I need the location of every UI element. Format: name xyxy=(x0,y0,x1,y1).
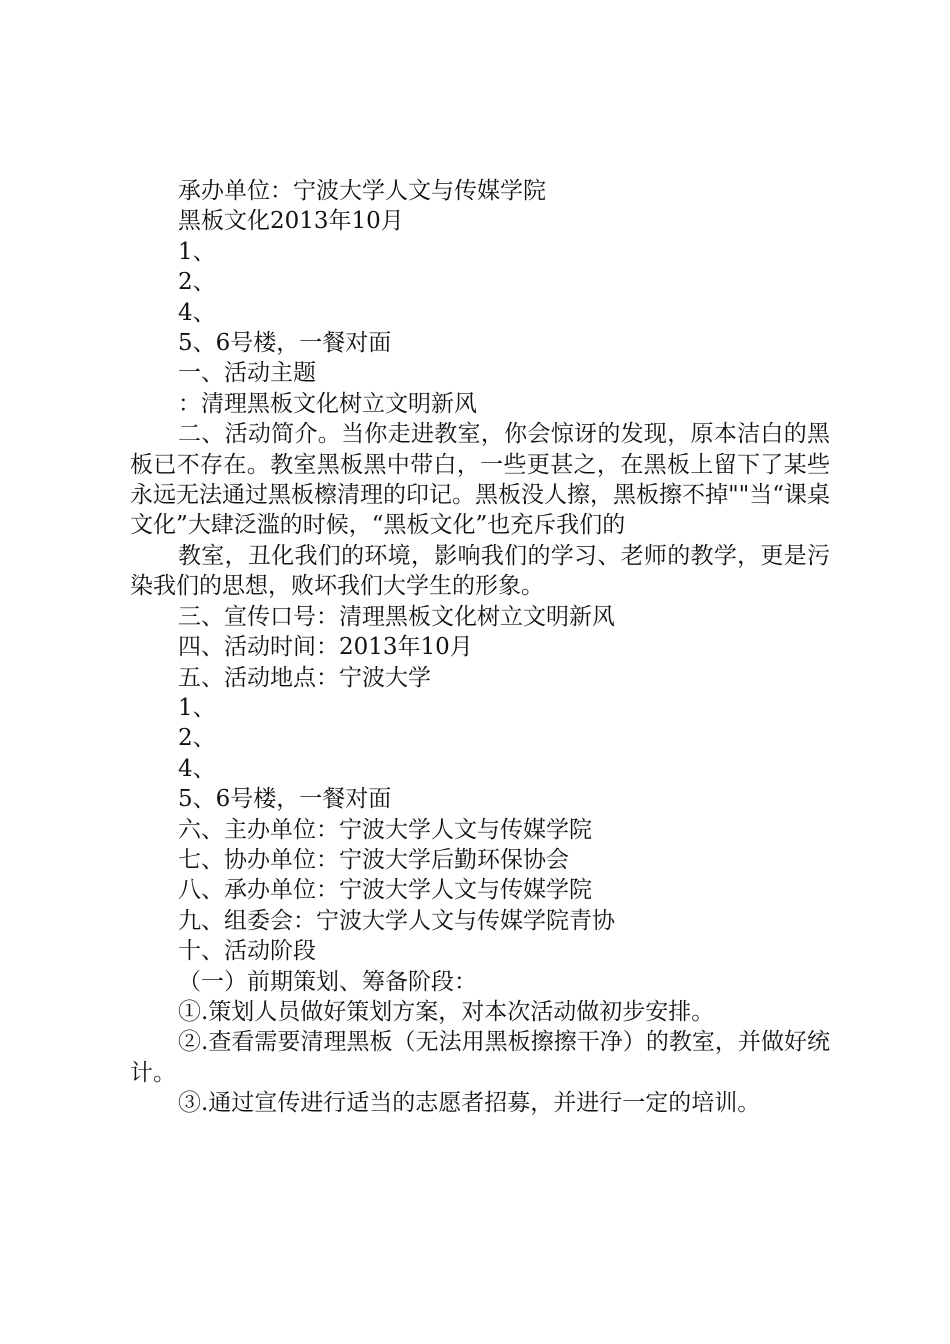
list-item: 2、 xyxy=(178,725,216,752)
stage-step-3: ③.通过宣传进行适当的志愿者招募，并进行一定的培训。 xyxy=(178,1090,761,1117)
co-host-line: 七、协办单位：宁波大学后勤环保协会 xyxy=(178,846,569,873)
list-item: 1、 xyxy=(178,694,216,721)
stage-step-2: ②.查看需要清理黑板（无法用黑板擦擦干净）的教室，并做好统计。 xyxy=(130,1029,830,1086)
intro-paragraph-continued: 教室，丑化我们的环境，影响我们的学习、老师的教学，更是污染我们的思想，败坏我们大学生的形象。 xyxy=(130,542,830,600)
document-body xyxy=(130,176,830,1119)
list-item: 4、 xyxy=(178,755,216,782)
theme-text: ：清理黑板文化树立文明新风 xyxy=(178,390,477,417)
location-line: 五、活动地点：宁波大学 xyxy=(178,664,431,691)
host-line: 六、主办单位：宁波大学人文与传媒学院 xyxy=(178,816,592,843)
stage-step-1: ①.策划人员做好策划方案，对本次活动做初步安排。 xyxy=(178,998,715,1025)
organizer-line-2: 八、承办单位：宁波大学人文与传媒学院 xyxy=(178,877,592,904)
section-heading-stages: 十、活动阶段 xyxy=(178,938,316,965)
stage-heading: （一）前期策划、筹备阶段： xyxy=(178,968,477,995)
organizer-line: 承办单位：宁波大学人文与传媒学院 xyxy=(178,178,546,204)
slogan-line: 三、宣传口号：清理黑板文化树立文明新风 xyxy=(178,603,615,630)
list-item: 2、 xyxy=(178,269,216,296)
time-line: 四、活动时间：2013年10月 xyxy=(178,634,473,661)
section-heading-theme: 一、活动主题 xyxy=(178,360,316,387)
list-item: 1、 xyxy=(178,238,216,265)
list-item: 4、 xyxy=(178,299,216,326)
list-item: 5、6号楼，一餐对面 xyxy=(178,786,392,813)
committee-line: 九、组委会：宁波大学人文与传媒学院青协 xyxy=(178,907,615,934)
intro-paragraph: 二、活动简介。当你走进教室，你会惊讶的发现，原本洁白的黑板已不存在。教室黑板黑中带白，一些更甚之，在黑板上留下了某些永远无法通过黑板檫清理的印记。黑板没人擦，黑板擦不掉""当“课桌文化”大肆泛滥的时候，“黑板文化”也充斥我们的 xyxy=(130,421,830,539)
list-item: 5、6号楼，一餐对面 xyxy=(178,330,392,357)
subtitle-date-line: 黑板文化2013年10月 xyxy=(178,208,404,235)
